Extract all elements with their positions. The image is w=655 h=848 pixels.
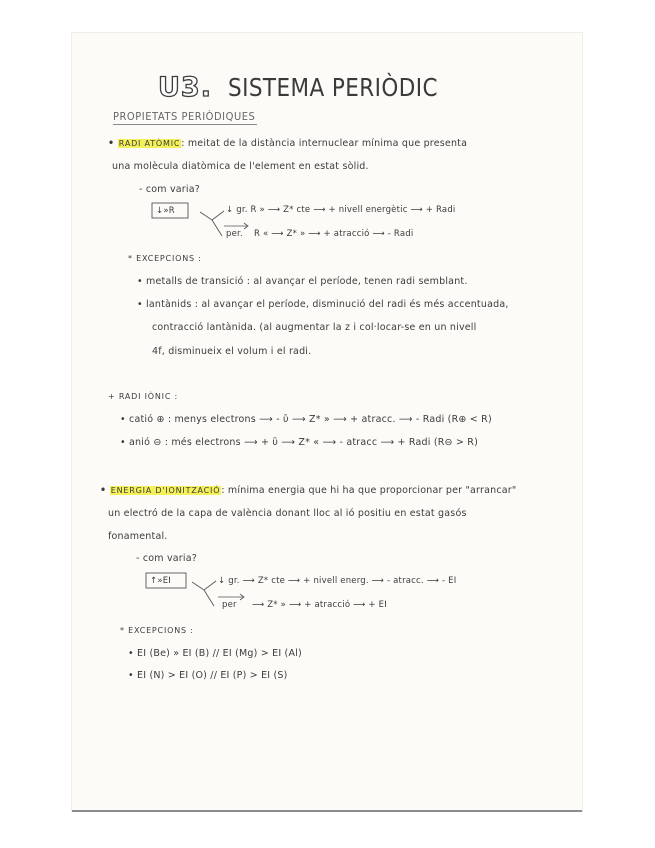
radi-atomic-def-1: : meitat de la distància internuclear mínima que presenta bbox=[181, 138, 468, 149]
ionitzacio-fork-down bbox=[204, 590, 214, 606]
ionitzacio-def-2: un electró de la capa de valència donant lloc al ió positiu en estat gasós bbox=[108, 508, 467, 519]
ionitzacio-exceptions-heading: * EXCEPCIONS : bbox=[120, 626, 194, 635]
radi-atomic-exception-3: contracció lantànida. (al augmentar la z i col·locar-se en un nivell bbox=[152, 322, 477, 333]
radi-ionic-cation: • catió ⊕ : menys electrons ⟶ - ῡ ⟶ Z* » ⟶ + atracc. ⟶ - Radi (R⊕ < R) bbox=[120, 414, 492, 425]
radi-atomic-period-row: R « ⟶ Z* » ⟶ + atracció ⟶ - Radi bbox=[254, 229, 414, 239]
unit-number: U3. bbox=[158, 72, 212, 103]
radi-atomic-fork-arrow bbox=[200, 211, 224, 220]
ionitzacio-group-row: ↓ gr. ⟶ Z* cte ⟶ + nivell energ. ⟶ - atracc. ⟶ - EI bbox=[218, 576, 457, 586]
ionitzacio-label: ENERGIA D'IONITZACIÓ bbox=[110, 486, 221, 495]
radi-ionic-anion: • anió ⊖ : més electrons ⟶ + ῡ ⟶ Z* « ⟶ - atracc ⟶ + Radi (R⊖ > R) bbox=[120, 437, 478, 448]
ionitzacio-heading: • ENERGIA D'IONITZACIÓ: mínima energia que hi ha que proporcionar per "arrancar" bbox=[100, 485, 517, 496]
ionitzacio-period-label: per bbox=[222, 600, 237, 610]
radi-atomic-exception-2: • lantànids : al avançar el període, disminució del radi és més accentuada, bbox=[137, 299, 509, 310]
ionitzacio-exception-2: • EI (N) > EI (O) // EI (P) > EI (S) bbox=[128, 670, 288, 681]
radi-atomic-com-varia: - com varia? bbox=[139, 184, 201, 195]
radi-atomic-group-row: ↓ gr. R » ⟶ Z* cte ⟶ + nivell energètic ⟶ + Radi bbox=[226, 205, 456, 215]
radi-atomic-heading: • RADI ATÒMIC: meitat de la distància internuclear mínima que presenta bbox=[108, 138, 468, 149]
radi-atomic-exceptions-heading: * EXCEPCIONS : bbox=[128, 254, 202, 263]
ionitzacio-box-label: ↑»EI bbox=[150, 576, 171, 586]
radi-atomic-box-label: ↓»R bbox=[156, 206, 175, 216]
page-title: SISTEMA PERIÒDIC bbox=[228, 73, 438, 102]
ionitzacio-box bbox=[146, 573, 186, 588]
radi-atomic-period-label: per. bbox=[226, 229, 243, 239]
ionitzacio-def-1: : mínima energia que hi ha que proporcionar per "arrancar" bbox=[221, 485, 517, 496]
radi-atomic-fork-down bbox=[212, 220, 222, 236]
radi-atomic-def-2: una molècula diatòmica de l'element en estat sòlid. bbox=[112, 161, 369, 172]
radi-atomic-exception-4: 4f, disminueix el volum i el radi. bbox=[152, 346, 312, 357]
radi-ionic-heading: + RADI IÒNIC : bbox=[108, 392, 179, 401]
radi-atomic-exception-1: • metalls de transició : al avançar el període, tenen radi semblant. bbox=[137, 276, 468, 287]
ionitzacio-fork-arrow bbox=[192, 581, 216, 590]
ionitzacio-com-varia: - com varia? bbox=[136, 553, 198, 564]
radi-atomic-label: RADI ATÒMIC bbox=[118, 139, 181, 148]
ionitzacio-exception-1: • EI (Be) » EI (B) // EI (Mg) > EI (Al) bbox=[128, 648, 302, 659]
ionitzacio-def-3: fonamental. bbox=[108, 531, 168, 542]
ionitzacio-period-row: ⟶ Z* » ⟶ + atracció ⟶ + EI bbox=[252, 600, 387, 610]
section-subtitle: PROPIETATS PERIÒDIQUES bbox=[113, 110, 256, 123]
radi-atomic-box bbox=[152, 203, 188, 218]
